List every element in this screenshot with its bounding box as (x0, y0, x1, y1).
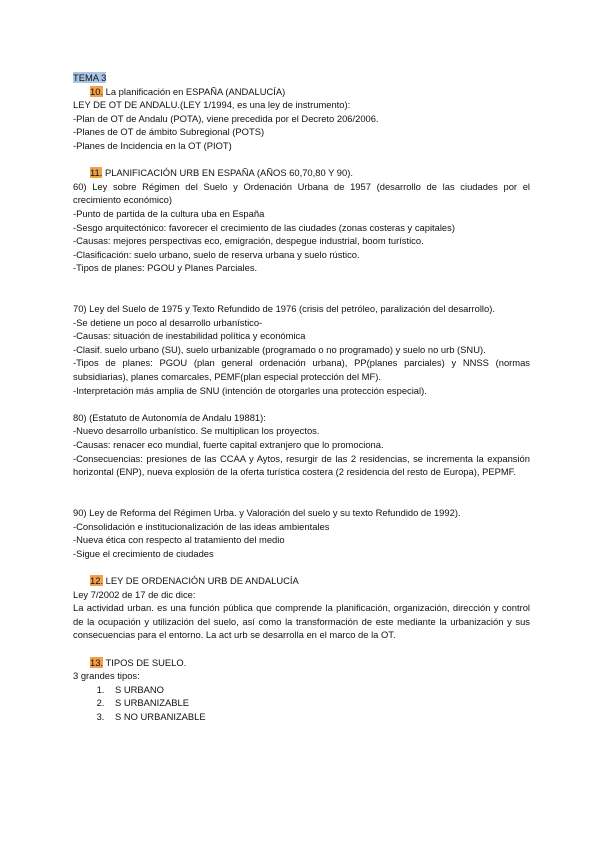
decade-80-item: -Causas: renacer eco mundial, fuerte capital extranjero que lo promociona. (73, 439, 384, 451)
section-10-line: LEY DE OT DE ANDALU.(LEY 1/1994, es una ley de instrumento): (73, 99, 351, 111)
document-body (73, 71, 530, 724)
decade-60-item: -Clasificación: suelo urbano, suelo de reserva urbana y suelo rústico. (73, 248, 360, 260)
section-12-heading (73, 574, 530, 588)
decade-70-intro: 70) Ley del Suelo de 1975 y Texto Refundido de 1976 (crisis del petróleo, paralización del desarrollo). (73, 303, 495, 315)
tema-label: TEMA 3 (73, 72, 107, 83)
decade-90-intro: 90) Ley de Reforma del Régimen Urba. y Valoración del suelo y su texto Refundido de 1992). (73, 507, 461, 518)
section-10-line: -Plan de OT de Andalu (POTA), viene precedida por el Decreto 206/2006. (73, 112, 379, 124)
decade-60-intro: 60) Ley sobre Régimen del Suelo y Ordenación Urbana de 1957 (desarrollo de las ciudades por el crecimiento económico) (73, 180, 530, 206)
spacer (73, 642, 530, 656)
decade-70-item: -Interpretación más amplia de SNU (intención de otorgarles una protección especial). (73, 384, 427, 396)
list-item: 2. S URBANIZABLE (107, 696, 530, 710)
decade-90-item: -Sigue el crecimiento de ciudades (73, 547, 214, 559)
section-10-number: 10. (90, 85, 104, 97)
decade-70-item: -Se detiene un poco al desarrollo urbanístico- (73, 316, 263, 328)
decade-70-item: -Clasif. suelo urbano (SU), suelo urbanizable (programado o no programado) y suelo no urb (SNU). (73, 343, 486, 355)
section-10-heading (73, 85, 530, 99)
list-item: 1. S URBANO (107, 683, 530, 697)
spacer (73, 153, 530, 167)
decade-60-item: -Sesgo arquitectónico: favorecer el crecimiento de las ciudades (zonas costeras y capitales) (73, 221, 455, 233)
section-10-line: -Planes de OT de ámbito Subregional (POTS) (73, 126, 265, 138)
section-12-paragraph: La actividad urban. es una función pública que comprende la planificación, organización, dirección y control de la ocupación y utilización del suelo, así como la transformación de este mediante la urbanización y sus consecuencias para el entorno. La act urb se desarrolla en el marco de la OT. (73, 602, 530, 641)
section-13-title: TIPOS DE SUELO. (103, 656, 187, 668)
decade-80-item: -Consecuencias: presiones de las CCAA y Aytos, resurgir de las 2 residencias, se incrementa la expansión horizontal (ENP), nueva explosión de la oferta turística costera (2 residencia del resto de Europa), PEPMF. (73, 452, 530, 478)
spacer (73, 479, 530, 506)
section-12-number: 12. (90, 574, 104, 586)
section-11-heading (73, 166, 530, 180)
section-10-title: La planificación en ESPAÑA (ANDALUCÍA) (103, 85, 286, 97)
decade-90-item: -Consolidación e institucionalización de las ideas ambientales (73, 520, 330, 532)
section-13-line: 3 grandes tipos: (73, 670, 140, 682)
decade-70-item: -Tipos de planes: PGOU (plan general ordenación urbana), PP(planes parciales) y NNSS (normas subsidiarias), planes comarcales, PEMF(plan especial protección del MF). (73, 357, 530, 383)
section-11-number: 11. (90, 167, 103, 179)
spacer (73, 275, 530, 302)
decade-60-item: -Causas: mejores perspectivas eco, emigración, despegue industrial, boom turístico. (73, 235, 424, 247)
decade-80-item: -Nuevo desarrollo urbanístico. Se multiplican los proyectos. (73, 425, 320, 437)
section-13-heading (73, 656, 530, 670)
section-10-line: -Planes de Incidencia en la OT (PIOT) (73, 139, 232, 151)
section-11-title: PLANIFICACIÓN URB EN ESPAÑA (AÑOS 60,70,80 Y 90). (102, 167, 353, 179)
section-13-number: 13. (90, 656, 104, 668)
tema-title (73, 71, 530, 85)
section-12-line: Ley 7/2002 de 17 de dic dice: (73, 588, 196, 600)
section-12-title: LEY DE ORDENACIÓN URB DE ANDALUCÍA (103, 574, 299, 586)
decade-60-item: -Tipos de planes: PGOU y Planes Parciales. (73, 262, 258, 274)
decade-60-item: -Punto de partida de la cultura uba en España (73, 207, 265, 219)
soil-types-list (73, 683, 530, 724)
decade-80-intro: 80) (Estatuto de Autonomía de Andalu 19881): (73, 411, 266, 423)
list-item: 3. S NO URBANIZABLE (107, 710, 530, 724)
spacer (73, 560, 530, 574)
decade-70-item: -Causas: situación de inestabilidad política y económica (73, 330, 306, 342)
decade-90-item: -Nueva ética con respecto al tratamiento del medio (73, 534, 285, 546)
spacer (73, 397, 530, 411)
